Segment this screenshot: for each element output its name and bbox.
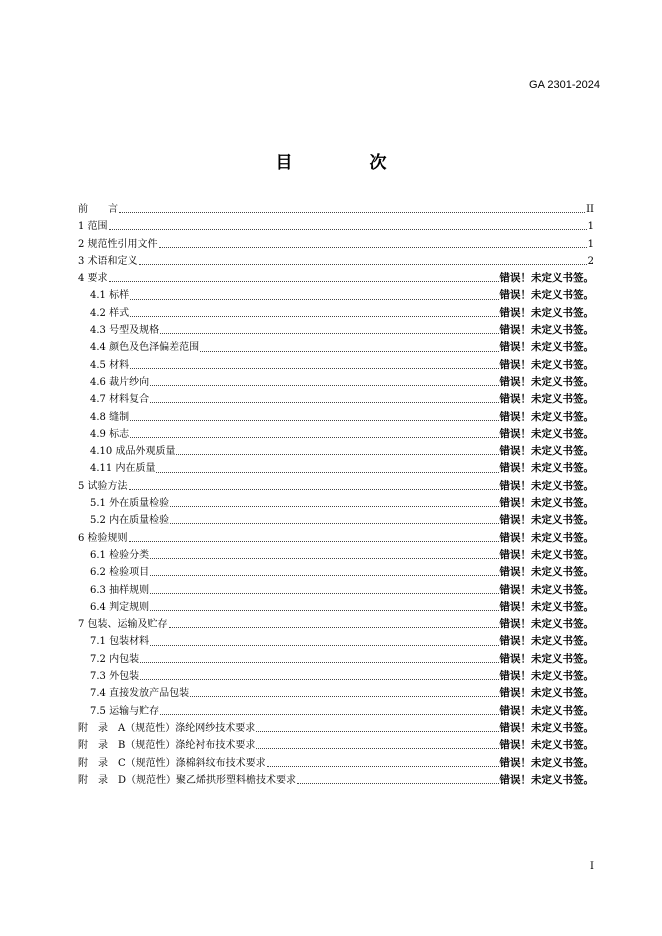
toc-entry-page: 错误！未定义书签。: [499, 635, 594, 648]
toc-leader-dots: [150, 610, 498, 611]
toc-entry-page: 错误！未定义书签。: [499, 306, 594, 319]
toc-leader-dots: [190, 696, 498, 697]
toc-entry-label: 附 录 D（规范性）聚乙烯拱形塑料檐技术要求: [78, 774, 297, 786]
toc-leader-dots: [130, 368, 498, 369]
toc-entry-label: 7.4 直接发放产品包装: [90, 688, 190, 700]
toc-entry-label: 4.8 缝制: [90, 411, 130, 423]
toc-entry[interactable]: [78, 651, 594, 668]
toc-entry-page: 错误！未定义书签。: [499, 670, 594, 683]
toc-entry-page: 错误！未定义书签。: [499, 531, 594, 544]
toc-entry-page: 错误！未定义书签。: [499, 479, 594, 492]
toc-entry-page: 错误！未定义书签。: [499, 427, 594, 440]
toc-leader-dots: [297, 783, 498, 784]
toc-entry[interactable]: [78, 460, 594, 477]
toc-leader-dots: [256, 731, 498, 732]
toc-entry-page: 错误！未定义书签。: [499, 739, 594, 752]
toc-entry[interactable]: [78, 443, 594, 460]
toc-entry-label: 6.4 判定规则: [90, 601, 150, 613]
toc-entry-label: 7.5 运输与贮存: [90, 705, 160, 717]
toc-leader-dots: [130, 299, 498, 300]
toc-entry-page: 错误！未定义书签。: [499, 445, 594, 458]
toc-entry-page: 错误！未定义书签。: [499, 272, 594, 285]
toc-entry[interactable]: [78, 374, 594, 391]
toc-entry-label: 4.5 材料: [90, 359, 130, 371]
toc-leader-dots: [170, 506, 498, 507]
toc-entry-label: 6.2 检验项目: [90, 567, 150, 579]
toc-leader-dots: [119, 212, 585, 213]
toc-entry-page: 错误！未定义书签。: [499, 704, 594, 717]
toc-entry-label: 4.1 标样: [90, 290, 130, 302]
toc-leader-dots: [150, 402, 498, 403]
toc-entry[interactable]: [78, 703, 594, 720]
toc-entry[interactable]: [78, 772, 594, 789]
toc-entry[interactable]: [78, 236, 594, 253]
toc-entry-label: 4.7 材料复合: [90, 394, 150, 406]
toc-leader-dots: [150, 593, 498, 594]
toc-entry[interactable]: [78, 201, 594, 218]
toc-entry[interactable]: [78, 547, 594, 564]
toc-leader-dots: [150, 385, 498, 386]
toc-entry-page: 错误！未定义书签。: [499, 497, 594, 510]
toc-entry-page: 错误！未定义书签。: [499, 548, 594, 561]
toc-entry-label: 6 检验规则: [78, 532, 128, 544]
toc-entry[interactable]: [78, 287, 594, 304]
table-of-contents: [78, 201, 594, 789]
toc-entry-label: 5 试验方法: [78, 480, 128, 492]
toc-leader-dots: [170, 523, 498, 524]
toc-entry-label: 4 要求: [78, 273, 108, 285]
toc-entry-label: 7.2 内包装: [90, 653, 140, 665]
toc-entry[interactable]: [78, 391, 594, 408]
toc-entry-label: 5.1 外在质量检验: [90, 498, 170, 510]
toc-entry-label: 4.11 内在质量: [90, 463, 156, 475]
toc-entry[interactable]: [78, 720, 594, 737]
toc-leader-dots: [150, 645, 498, 646]
toc-entry-label: 4.4 颜色及色泽偏差范围: [90, 342, 200, 354]
toc-leader-dots: [130, 316, 498, 317]
toc-entry-label: 4.3 号型及规格: [90, 325, 160, 337]
toc-entry[interactable]: [78, 305, 594, 322]
toc-entry[interactable]: [78, 564, 594, 581]
toc-entry-label: 4.2 样式: [90, 307, 130, 319]
toc-entry[interactable]: [78, 530, 594, 547]
toc-entry-page: 1: [587, 221, 594, 233]
toc-entry-page: 错误！未定义书签。: [499, 618, 594, 631]
toc-entry[interactable]: [78, 685, 594, 702]
toc-entry-label: 附 录 B（规范性）涤纶衬布技术要求: [78, 740, 256, 752]
toc-leader-dots: [130, 420, 498, 421]
toc-entry[interactable]: [78, 322, 594, 339]
toc-leader-dots: [140, 679, 498, 680]
toc-leader-dots: [130, 437, 498, 438]
toc-entry[interactable]: [78, 668, 594, 685]
toc-entry-label: 7.1 包装材料: [90, 636, 150, 648]
toc-entry-label: 4.10 成品外观质量: [90, 446, 176, 458]
toc-entry[interactable]: [78, 409, 594, 426]
toc-entry-label: 7.3 外包装: [90, 671, 140, 683]
toc-entry-page: 错误！未定义书签。: [499, 410, 594, 423]
toc-entry-page: 错误！未定义书签。: [499, 393, 594, 406]
toc-entry[interactable]: [78, 737, 594, 754]
toc-leader-dots: [256, 748, 498, 749]
toc-entry[interactable]: [78, 218, 594, 235]
toc-entry[interactable]: [78, 426, 594, 443]
toc-entry[interactable]: [78, 582, 594, 599]
toc-entry[interactable]: [78, 253, 594, 270]
toc-leader-dots: [159, 247, 587, 248]
toc-entry-page: 错误！未定义书签。: [499, 324, 594, 337]
page-number: I: [590, 861, 594, 872]
toc-leader-dots: [140, 662, 498, 663]
toc-entry-label: 前 言: [78, 204, 118, 215]
toc-leader-dots: [150, 558, 498, 559]
toc-leader-dots: [129, 489, 499, 490]
toc-leader-dots: [267, 766, 499, 767]
toc-entry[interactable]: [78, 599, 594, 616]
toc-leader-dots: [109, 281, 499, 282]
toc-entry-page: 错误！未定义书签。: [499, 687, 594, 700]
toc-entry-label: 1 范围: [78, 221, 108, 233]
toc-entry-page: 错误！未定义书签。: [499, 566, 594, 579]
toc-entry-label: 4.6 裁片纱向: [90, 376, 150, 388]
toc-entry[interactable]: [78, 755, 594, 772]
toc-entry-page: 错误！未定义书签。: [499, 773, 594, 786]
toc-entry-page: 错误！未定义书签。: [499, 721, 594, 734]
toc-entry-page: 错误！未定义书签。: [499, 289, 594, 302]
toc-entry-page: 错误！未定义书签。: [499, 600, 594, 613]
toc-entry-page: II: [586, 204, 594, 215]
toc-leader-dots: [129, 541, 499, 542]
toc-entry-label: 4.9 标志: [90, 428, 130, 440]
toc-entry-label: 附 录 A（规范性）涤纶网纱技术要求: [78, 722, 256, 734]
toc-entry-page: 错误！未定义书签。: [499, 514, 594, 527]
toc-entry-page: 错误！未定义书签。: [499, 652, 594, 665]
toc-entry-page: 1: [587, 238, 594, 250]
toc-leader-dots: [160, 333, 498, 334]
toc-entry-page: 2: [587, 255, 594, 267]
toc-entry[interactable]: [78, 270, 594, 287]
toc-entry-label: 附 录 C（规范性）涤棉斜纹布技术要求: [78, 757, 266, 769]
toc-entry-label: 6.3 抽样规则: [90, 584, 150, 596]
toc-entry-label: 3 术语和定义: [78, 255, 138, 267]
toc-entry[interactable]: [78, 357, 594, 374]
toc-entry[interactable]: [78, 633, 594, 650]
toc-entry-page: 错误！未定义书签。: [499, 462, 594, 475]
toc-leader-dots: [169, 627, 499, 628]
toc-leader-dots: [156, 472, 498, 473]
toc-entry-page: 错误！未定义书签。: [499, 358, 594, 371]
toc-leader-dots: [109, 229, 587, 230]
document-code: GA 2301-2024: [529, 79, 600, 91]
toc-entry-label: 6.1 检验分类: [90, 549, 150, 561]
toc-entry-label: 2 规范性引用文件: [78, 238, 158, 250]
toc-entry-page: 错误！未定义书签。: [499, 583, 594, 596]
toc-leader-dots: [160, 714, 498, 715]
toc-entry-page: 错误！未定义书签。: [499, 341, 594, 354]
toc-entry[interactable]: [78, 512, 594, 529]
toc-entry[interactable]: [78, 339, 594, 356]
toc-leader-dots: [150, 575, 498, 576]
toc-leader-dots: [176, 454, 498, 455]
toc-entry-page: 错误！未定义书签。: [499, 756, 594, 769]
toc-entry[interactable]: [78, 478, 594, 495]
page-title: 目 次: [275, 153, 417, 173]
toc-entry-page: 错误！未定义书签。: [499, 375, 594, 388]
toc-entry-label: 5.2 内在质量检验: [90, 515, 170, 527]
toc-entry[interactable]: [78, 616, 594, 633]
toc-leader-dots: [200, 351, 498, 352]
toc-leader-dots: [139, 264, 587, 265]
toc-entry-label: 7 包装、运输及贮存: [78, 619, 168, 631]
toc-entry[interactable]: [78, 495, 594, 512]
